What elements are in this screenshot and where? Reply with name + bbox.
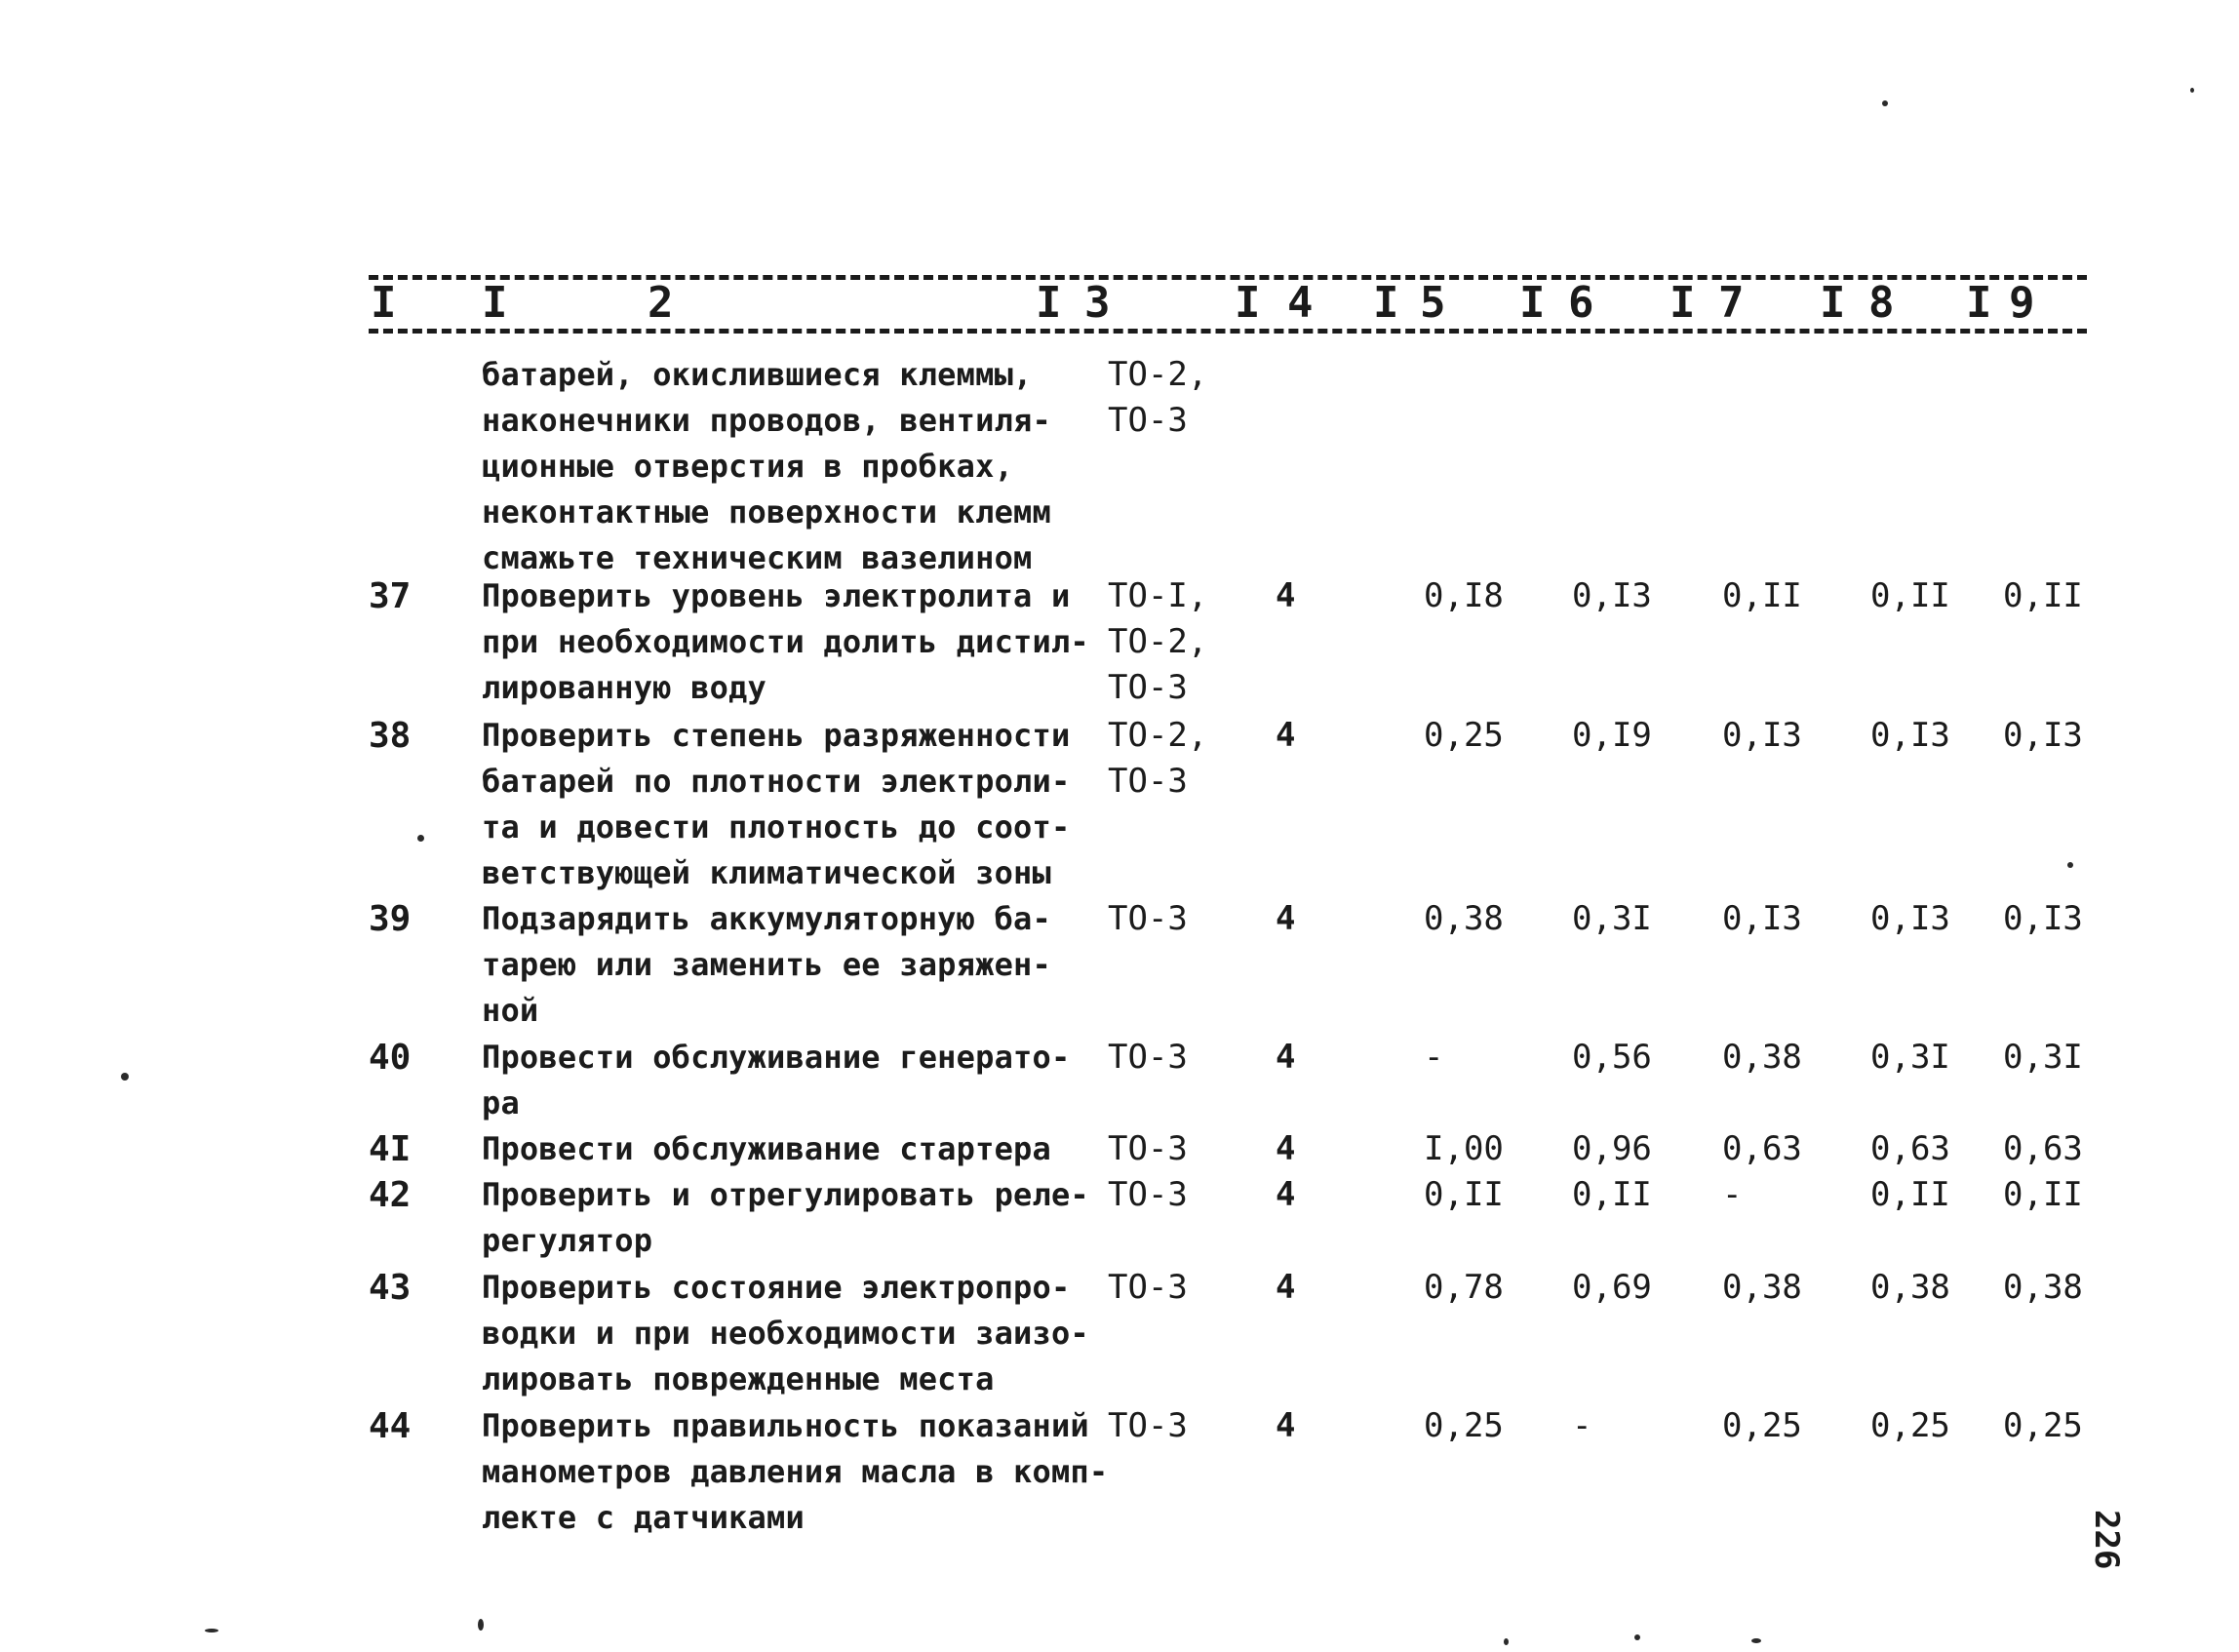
cell-col-7: 0,I3: [1722, 899, 1802, 938]
description-line: наконечники проводов, вентиля-: [482, 402, 1051, 439]
description-line: Проверить состояние электропро-: [482, 1269, 1071, 1306]
row-number: 44: [369, 1406, 412, 1446]
description-line: Провести обслуживание генерато-: [482, 1039, 1071, 1076]
scan-speck: [1634, 1634, 1640, 1640]
maintenance-type-line: ТО-3: [1108, 1175, 1188, 1214]
header-col-3: 3: [1084, 278, 1111, 328]
maintenance-type: [1108, 352, 1207, 444]
cell-col-7: 0,38: [1722, 1038, 1802, 1077]
header-sep: I: [1519, 278, 1546, 328]
header-col-5: 5: [1420, 278, 1446, 328]
cell-col-7: 0,II: [1722, 576, 1802, 615]
row-number: 40: [369, 1038, 412, 1078]
table-header-rule: [369, 329, 2087, 334]
description-line: лированную воду: [482, 669, 766, 706]
description-line: регулятор: [482, 1222, 653, 1259]
cell-col-9: 0,63: [2003, 1129, 2083, 1168]
row-number: 38: [369, 716, 412, 756]
cell-col-8: 0,I3: [1870, 899, 1950, 938]
description-line: смажьте техническим вазелином: [482, 539, 1033, 576]
cell-col-7: 0,63: [1722, 1129, 1802, 1168]
maintenance-type: [1108, 1265, 1188, 1311]
scan-speck: [1882, 100, 1888, 106]
cell-col-8: 0,3I: [1870, 1038, 1950, 1077]
cell-col-8: 0,II: [1870, 1175, 1950, 1214]
scan-speck: [417, 835, 424, 842]
description-line: та и довести плотность до соот-: [482, 808, 1071, 846]
header-sep: I: [1669, 278, 1696, 328]
cell-col-7: 0,I3: [1722, 716, 1802, 755]
cell-col-5: 0,25: [1424, 716, 1504, 755]
maintenance-type-line: ТО-I,: [1108, 576, 1208, 615]
header-col-9: 9: [2009, 278, 2035, 328]
cell-col-6: 0,I3: [1572, 576, 1652, 615]
maintenance-type-line: ТО-2,: [1108, 355, 1208, 394]
maintenance-type: [1108, 896, 1188, 942]
maintenance-type-line: ТО-3: [1108, 899, 1188, 938]
cell-col-5: 0,25: [1424, 1406, 1504, 1445]
cell-col-8: 0,38: [1870, 1268, 1950, 1307]
header-sep: I: [1036, 278, 1062, 328]
maintenance-type-line: ТО-2,: [1108, 622, 1208, 661]
cell-col-5: 0,I8: [1424, 576, 1504, 615]
maintenance-type-line: ТО-3: [1108, 1038, 1188, 1077]
scan-speck: [1504, 1638, 1509, 1645]
page-number: 226: [2087, 1510, 2126, 1570]
cell-col-7: 0,25: [1722, 1406, 1802, 1445]
description-line: неконтактные поверхности клемм: [482, 493, 1051, 531]
row-number: 42: [369, 1175, 412, 1215]
maintenance-type-line: ТО-3: [1108, 1268, 1188, 1307]
cell-col-9: 0,II: [2003, 576, 2083, 615]
maintenance-type: [1108, 573, 1207, 711]
cell-col-9: 0,I3: [2003, 899, 2083, 938]
cell-col-6: 0,II: [1572, 1175, 1652, 1214]
cell-col-4: 4: [1276, 716, 1296, 755]
task-description: [482, 352, 1106, 581]
description-line: ной: [482, 992, 539, 1029]
maintenance-type: [1108, 1403, 1188, 1449]
cell-col-6: 0,I9: [1572, 716, 1652, 755]
header-sep: I: [371, 278, 397, 328]
header-sep: I: [1235, 278, 1261, 328]
cell-col-9: 0,II: [2003, 1175, 2083, 1214]
scan-speck: [1751, 1638, 1761, 1643]
cell-col-7: 0,38: [1722, 1268, 1802, 1307]
cell-col-9: 0,3I: [2003, 1038, 2083, 1077]
cell-col-5: 0,78: [1424, 1268, 1504, 1307]
description-line: ционные отверстия в пробках,: [482, 448, 1014, 485]
cell-col-9: 0,38: [2003, 1268, 2083, 1307]
cell-col-8: 0,25: [1870, 1406, 1950, 1445]
row-number: 37: [369, 576, 412, 616]
description-line: при необходимости долить дистил-: [482, 623, 1089, 660]
scan-speck: [2067, 862, 2073, 868]
description-line: Проверить степень разряженности: [482, 717, 1071, 754]
cell-col-8: 0,I3: [1870, 716, 1950, 755]
maintenance-type-line: ТО-3: [1108, 1406, 1188, 1445]
cell-col-6: 0,3I: [1572, 899, 1652, 938]
maintenance-type-line: ТО-3: [1108, 762, 1188, 801]
description-line: лекте с датчиками: [482, 1499, 805, 1536]
description-line: ра: [482, 1084, 520, 1121]
description-line: Проверить правильность показаний: [482, 1407, 1089, 1444]
maintenance-type-line: ТО-2,: [1108, 716, 1208, 755]
task-description: [482, 1265, 1106, 1402]
description-line: Провести обслуживание стартера: [482, 1130, 1051, 1167]
maintenance-type: [1108, 1172, 1188, 1218]
header-col-4: 4: [1287, 278, 1314, 328]
task-description: [482, 573, 1106, 711]
cell-col-6: 0,69: [1572, 1268, 1652, 1307]
cell-col-4: 4: [1276, 1268, 1296, 1307]
cell-col-8: 0,63: [1870, 1129, 1950, 1168]
description-line: Проверить уровень электролита и: [482, 577, 1071, 614]
description-line: батарей, окислившиеся клеммы,: [482, 356, 1033, 393]
cell-col-4: 4: [1276, 576, 1296, 615]
header-col-6: 6: [1568, 278, 1594, 328]
task-description: [482, 1126, 1106, 1172]
description-line: лировать поврежденные места: [482, 1360, 995, 1397]
cell-col-7: -: [1722, 1175, 1743, 1214]
description-line: ветствующей климатической зоны: [482, 854, 1051, 891]
cell-col-8: 0,II: [1870, 576, 1950, 615]
description-line: манометров давления масла в комп-: [482, 1453, 1109, 1490]
scan-speck: [2190, 88, 2194, 93]
cell-col-5: I,00: [1424, 1129, 1504, 1168]
cell-col-4: 4: [1276, 899, 1296, 938]
header-col-8: 8: [1868, 278, 1895, 328]
maintenance-type-line: ТО-3: [1108, 1129, 1188, 1168]
cell-col-5: 0,II: [1424, 1175, 1504, 1214]
task-description: [482, 896, 1106, 1034]
description-line: тарею или заменить ее заряжен-: [482, 946, 1051, 983]
header-col-7: 7: [1718, 278, 1745, 328]
cell-col-4: 4: [1276, 1406, 1296, 1445]
cell-col-6: 0,56: [1572, 1038, 1652, 1077]
description-line: Проверить и отрегулировать реле-: [482, 1176, 1089, 1213]
header-sep: I: [1373, 278, 1399, 328]
header-sep: I: [1966, 278, 1992, 328]
cell-col-6: 0,96: [1572, 1129, 1652, 1168]
row-number: 43: [369, 1268, 412, 1308]
cell-col-4: 4: [1276, 1129, 1296, 1168]
row-number: 39: [369, 899, 412, 939]
task-description: [482, 1172, 1106, 1264]
header-sep: I: [1820, 278, 1846, 328]
scan-speck: [121, 1073, 129, 1081]
maintenance-type-line: ТО-3: [1108, 401, 1188, 440]
row-number: 4I: [369, 1129, 412, 1169]
cell-col-9: 0,25: [2003, 1406, 2083, 1445]
maintenance-type: [1108, 1126, 1188, 1172]
maintenance-type-line: ТО-3: [1108, 668, 1188, 707]
description-line: батарей по плотности электроли-: [482, 763, 1071, 800]
scan-speck: [205, 1629, 218, 1632]
cell-col-5: -: [1424, 1038, 1444, 1077]
maintenance-type: [1108, 713, 1207, 805]
scan-speck: [478, 1619, 484, 1631]
header-col-2: 2: [648, 278, 674, 328]
task-description: [482, 713, 1106, 896]
description-line: водки и при необходимости заизо-: [482, 1315, 1089, 1352]
maintenance-type: [1108, 1035, 1188, 1081]
cell-col-6: -: [1572, 1406, 1592, 1445]
task-description: [482, 1035, 1106, 1126]
header-sep: I: [482, 278, 508, 328]
cell-col-9: 0,I3: [2003, 716, 2083, 755]
cell-col-5: 0,38: [1424, 899, 1504, 938]
cell-col-4: 4: [1276, 1038, 1296, 1077]
description-line: Подзарядить аккумуляторную ба-: [482, 900, 1051, 937]
task-description: [482, 1403, 1109, 1541]
cell-col-4: 4: [1276, 1175, 1296, 1214]
